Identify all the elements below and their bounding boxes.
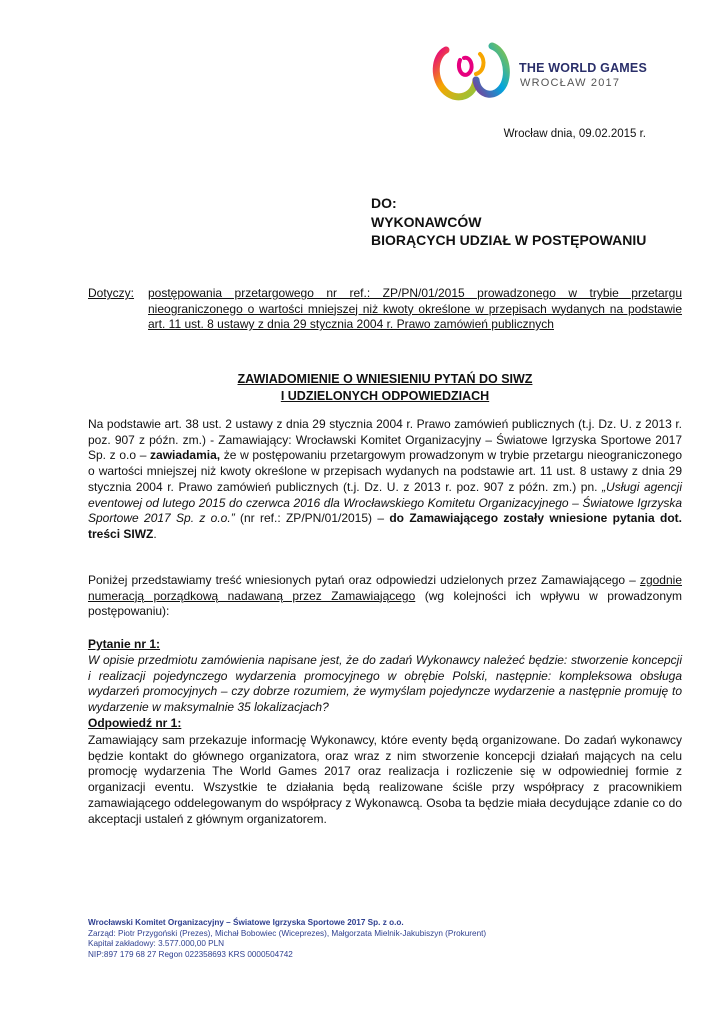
footer-capital: Kapitał zakładowy: 3.577.000,00 PLN <box>88 939 225 948</box>
logo-title: THE WORLD GAMES <box>519 61 647 75</box>
para2-text-2: (wg kolejności ich wpływu w prowadzonym postępowaniu): <box>88 588 682 619</box>
answer-1-text: Zamawiający sam przekazuje informację Wykonawcy, które eventy będą organizowane. Do zadań wykonawcy będzie kontakt do głównego organizatora, oraz wraz z nim stworzenie koncepcji działań mających na celu promocję wydarzenia The World Games 2017 oraz realizacja i rozliczenie się w odpowiedniej formie z organizacji eventu. Wszystkie te działania będą realizowane ściśle przy współpracy z pracownikiem zamawiającego oddelegowanym do współpracy z Wykonawcą. Osoba ta będzie miała decydujące zdanie co do akceptacji ustaleń z głównym organizatorem. <box>88 733 682 826</box>
para1-text-2: że w postępowaniu przetargowym prowadzonym w trybie przetargu nieograniczonego o wartości mniejszej niż kwoty określone w przepisach wydanych na podstawie art. 11 ust. 8 ustawy z dnia 29 stycznia 2004 r. Prawo zamówień publicznych (t.j. Dz. U. z 2013 r. poz. 907 z późn. zm.) pn. <box>88 448 683 494</box>
question-1-text: W opisie przedmiotu zamówienia napisane jest, że do zadań Wykonawcy należeć będzie: stworzenie koncepcji i realizacji pojedynczego wydarzenia promocyjnego w obrębie Polski, następnie: kompleksowa obsługa wydarzeń promocyjnych – czy dobrze rozumiem, że wymyślam pojedyncze wydarzenie a następnie promuję to wydarzenie w maksymalnie 35 lokalizacjach? <box>88 653 682 715</box>
regarding-block <box>88 286 682 333</box>
date-line: Wrocław dnia, 09.02.2015 r. <box>503 128 646 140</box>
addressee-line-3: BIORĄCYCH UDZIAŁ W POSTĘPOWANIU <box>371 232 647 248</box>
question-1-label: Pytanie nr 1: <box>88 637 161 651</box>
para1-bold-2: do Zamawiającego zostały wniesione pytania dot. treści SIWZ <box>88 511 682 541</box>
footer <box>88 918 486 960</box>
heading-line-1: ZAWIADOMIENIE O WNIESIENIU PYTAŃ DO SIWZ <box>237 372 533 386</box>
document-heading <box>88 371 682 405</box>
intro-paragraph <box>88 573 682 620</box>
para1-text-4: . <box>153 526 157 541</box>
para2-underlined: zgodnie numeracją porządkową nadawaną przez Zamawiającego <box>88 573 682 603</box>
addressee-line-1: DO: <box>371 195 397 211</box>
addressee-line-2: WYKONAWCÓW <box>371 213 482 230</box>
answer-1-label: Odpowiedź nr 1: <box>88 716 182 730</box>
regarding-label: Dotyczy: <box>88 286 135 300</box>
para2-text-1: Poniżej przedstawiamy treść wniesionych pytań oraz odpowiedzi udzielonych przez Zamawiającego – <box>88 573 640 587</box>
para1-text-3: (nr ref.: ZP/PN/01/2015) – <box>234 511 390 526</box>
para1-italic-title: „Usługi agencji eventowej od lutego 2015 do czerwca 2016 dla Wrocławskiego Komitetu Organizacyjnego – Światowe Igrzyska Sportowe 2017 Sp. z o.o.” <box>88 479 682 526</box>
heading-line-2: I UDZIELONYCH ODPOWIEDZIACH <box>280 389 490 403</box>
regarding-line-3: art. 11 ust. 8 ustawy z dnia 29 stycznia 2004 r. Prawo zamówień publicznych <box>148 317 554 331</box>
para1-bold-1: zawiadamia, <box>150 448 221 463</box>
footer-ids: NIP:897 179 68 27 Regon 022358693 KRS 0000504742 <box>88 949 293 959</box>
regarding-line-1: postępowania przetargowego nr ref.: ZP/PN/01/2015 prowadzonego w trybie przetargu <box>148 286 682 300</box>
regarding-line-2: nieograniczonego o wartości mniejszej niż kwoty określone w przepisach wydanych na podstawie <box>148 301 682 316</box>
world-games-emblem-icon <box>430 40 512 102</box>
world-games-logo <box>430 40 645 102</box>
footer-org: Wrocławski Komitet Organizacyjny – Światowe Igrzyska Sportowe 2017 Sp. z o.o. <box>88 918 404 927</box>
logo-subtitle: WROCŁAW 2017 <box>520 77 621 89</box>
addressee-block <box>371 194 646 250</box>
notice-paragraph <box>88 417 682 543</box>
para1-text-1: Na podstawie art. 38 ust. 2 ustawy z dnia 29 stycznia 2004 r. Prawo zamówień publicznych (t.j. Dz. U. z 2013 r. poz. 907 z późn. zm.) - Zamawiający: Wrocławski Komitet Organizacyjny – Światowe Igrzyska Sportowe 2017 Sp. z o.o – <box>88 417 682 463</box>
footer-board: Zarząd: Piotr Przygoński (Prezes), Michał Bobowiec (Wiceprezes), Małgorzata Mielnik-Jakubiszyn (Prokurent) <box>88 928 487 938</box>
